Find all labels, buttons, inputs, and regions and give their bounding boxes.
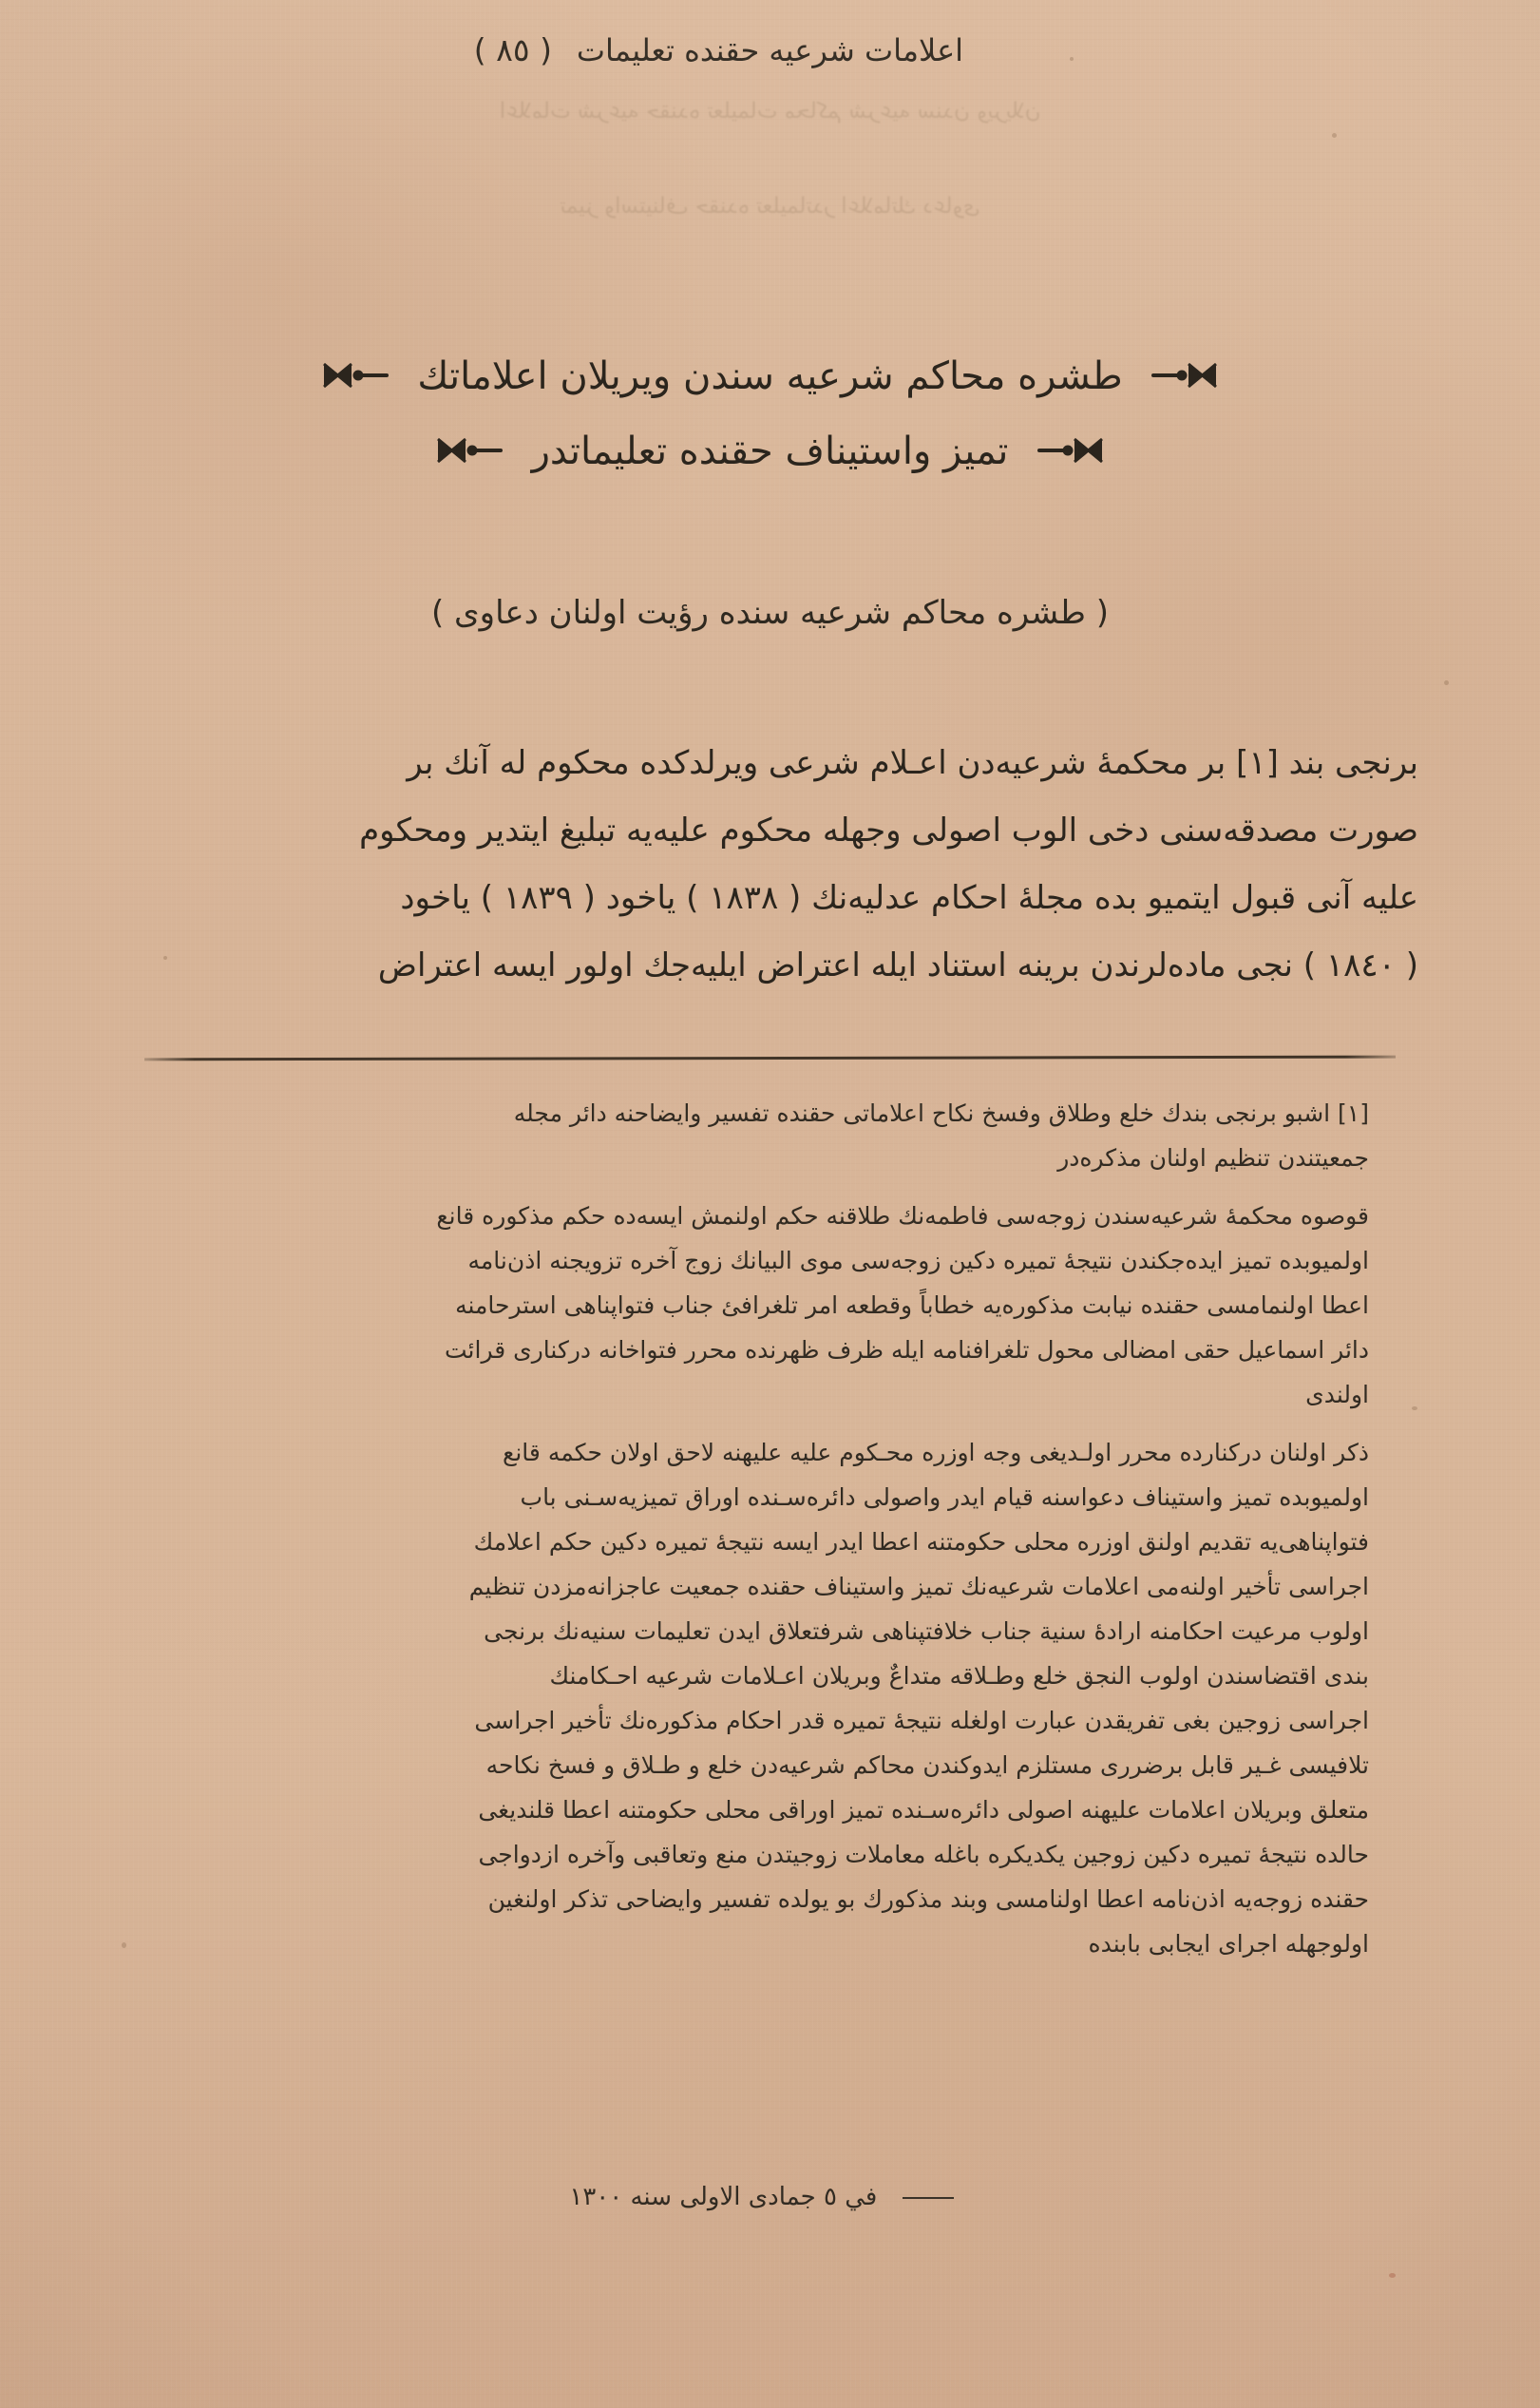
fleuron-ornament-icon-left — [320, 361, 390, 390]
dateline-row — [171, 2174, 1369, 2220]
paper-speck — [1332, 133, 1337, 138]
footnote-line: فتواپناهى‌يه تقديم اولنق اوزره محلى حكومتنه اعطا ايدر ايسه نتيجۀ تميره دكين حكم اعلامك — [473, 1528, 1369, 1556]
footnote-line: اولميوبده تميز ايده‌جكندن نتيجۀ تميره دكين زوجه‌سى موى البيانك زوج آخره تزويجنه اذن‌نامه — [467, 1247, 1369, 1274]
paper-speck — [1412, 1406, 1417, 1410]
fleuron-ornament-icon-left-2 — [434, 436, 504, 465]
fleuron-ornament-icon-right — [1150, 361, 1220, 390]
footnote-line: اولوجهله اجراى ايجابى بابنده — [1088, 1930, 1369, 1958]
footnote-paragraph-2 — [171, 1194, 1369, 1417]
footnote-line: حقنده زوجه‌يه اذن‌نامه اعطا اولنامسى وبند مذكورك بو يولده تفسير وايضاحى تذكر اولنغين — [487, 1885, 1369, 1913]
footnote-line: اولميوبده تميز واستيناف دعواسنه قيام ايدر واصولى دائرەسـنده اوراق تميزيه‌سـنى باب — [520, 1483, 1369, 1511]
heading-line-1: طشره محاكم شرعيه سندن ويريلان اعلاماتك — [417, 354, 1123, 398]
paper-speck — [122, 1942, 126, 1948]
footnote-line: [١] اشبو برنجى بندك خلع وطلاق وفسخ نكاح اعلاماتى حقنده تفسير وايضاحنه دائر مجله — [513, 1099, 1369, 1127]
footnote-line: اجراسى تأخير اولنه‌مى اعلامات شرعيه‌نك تميز واستيناف حقنده جمعيت عاجزانه‌مزدن تنظيم — [468, 1573, 1369, 1600]
footnote-line: اولندى — [1305, 1381, 1369, 1408]
footnote-line: جمعيتندن تنظيم اولنان مذكره‌در — [1057, 1144, 1369, 1172]
footnote-line: اعطا اولنمامسى حقنده نيابت مذكوره‌يه خطاباً وقطعه امر تلغرافئ جناب فتواپناهى استرحامنه — [455, 1291, 1369, 1319]
footnote-line: ذكر اولنان دركنارده محرر اولـدیغى وجه اوزره محـكوم عليه علیهنه لاحق اولان حكمه قانع — [503, 1439, 1369, 1466]
footnote-paragraph-3 — [171, 1430, 1369, 1966]
subtitle: ( طشره محاكم شرعيه سنده رؤيت اولنان دعاوى ) — [430, 594, 1110, 632]
footnote-line: اولوب مرعيت احكامنه ارادۀ سنية جناب خلافتپناهى شرفتعلاق ايدن تعليمات سنيه‌نك برنجى — [484, 1617, 1369, 1645]
footnote-line: متعلق وبريلان اعلامات عليهنه اصولى دائرەسـنده تميز اوراقى محلى حكومتنه اعطا قلندیغى — [478, 1796, 1369, 1824]
dateline-date: في ٥ جمادى الاولى سنه ١٣٠٠ — [569, 2183, 878, 2211]
footnote-line: دائر اسماعيل حقى امضالى محول تلغرافنامه ايله ظرف ظهرنده محرر فتواخانه دركنارى قرائت — [445, 1336, 1369, 1364]
footnote-line: تلافيسى غـير قابل برضررى مستلزم ايدوكندن محاكم شرعيه‌دن خلع و طـلاق و فسخ نكاحه — [485, 1751, 1369, 1779]
body-line: صورت مصدقه‌سنى دخى الوب اصولى وجهله محكوم عليه‌يه تبليغ ايتدير ومحكوم — [359, 812, 1418, 850]
footnote-line: بندى اقتضاسندن اولوب النجق خلع وطـلاقه متداعٌ وبريلان اعـلامات شرعيه احـكامنك — [549, 1662, 1369, 1690]
body-line: عليه آنى قبول ايتميو بده مجلۀ احكام عدليه‌نك ( ١٨٣٨ ) ياخود ( ١٨٣٩ ) ياخود — [400, 879, 1418, 917]
footnote-line: قوصوه محكمۀ شرعيه‌سندن زوجه‌سى فاطمه‌نك طلاقنه حكم اولنمش ايسه‌ده حكم مذكوره قانع — [436, 1202, 1369, 1230]
fleuron-ornament-icon-right-2 — [1036, 436, 1106, 465]
heading-line-2: تميز واستيناف حقنده تعليماتدر — [531, 430, 1009, 473]
bleedthrough-row-2: تميز واستيناف حقنده تعليماتدر اعلاماتك دعاوى — [560, 194, 980, 219]
heading-block — [0, 338, 1540, 488]
body-line: ( ١٨٤٠ ) نجى ماده‌لرندن برينه استناد ايله اعتراض ايليه‌جك اولور ايسه اعتراض — [377, 946, 1418, 984]
body-line: برنجى بند [١] بر محكمۀ شرعيه‌دن اعـلام شرعى ويرلدكده محكوم له آنك بر — [407, 744, 1418, 782]
page-number: ( ٨٥ ) — [473, 31, 552, 68]
bleedthrough-row-1: اعلامات شرعيه حقنده تعليمات محاكم شرعيه سندن ويريلان — [499, 99, 1041, 124]
running-header-title: اعلامات شرعيه حقنده تعليمات — [576, 32, 964, 68]
paper-speck — [1389, 2273, 1396, 2278]
footnote-block — [171, 1091, 1369, 1979]
dateline-dash-icon — [903, 2197, 954, 2199]
heading-line-1-row — [0, 338, 1540, 414]
running-header — [114, 23, 1426, 82]
paper-speck — [1444, 680, 1449, 685]
footnote-line: حالده نتيجۀ تميره دكين زوجين يكديكره باغله معاملات زوجيتدن منع وتعاقبى وآخره ازدواجى — [478, 1841, 1369, 1868]
body-text — [122, 730, 1418, 1000]
footnote-line: اجراسى زوجين بغى تفريقدن عبارت اولغله نتيجۀ تميره قدر احكام مذكورەنك تأخير اجراسى — [474, 1707, 1369, 1734]
footnote-separator-rule — [144, 1056, 1396, 1061]
heading-line-2-row — [0, 414, 1540, 488]
footnote-paragraph-1 — [171, 1091, 1369, 1180]
